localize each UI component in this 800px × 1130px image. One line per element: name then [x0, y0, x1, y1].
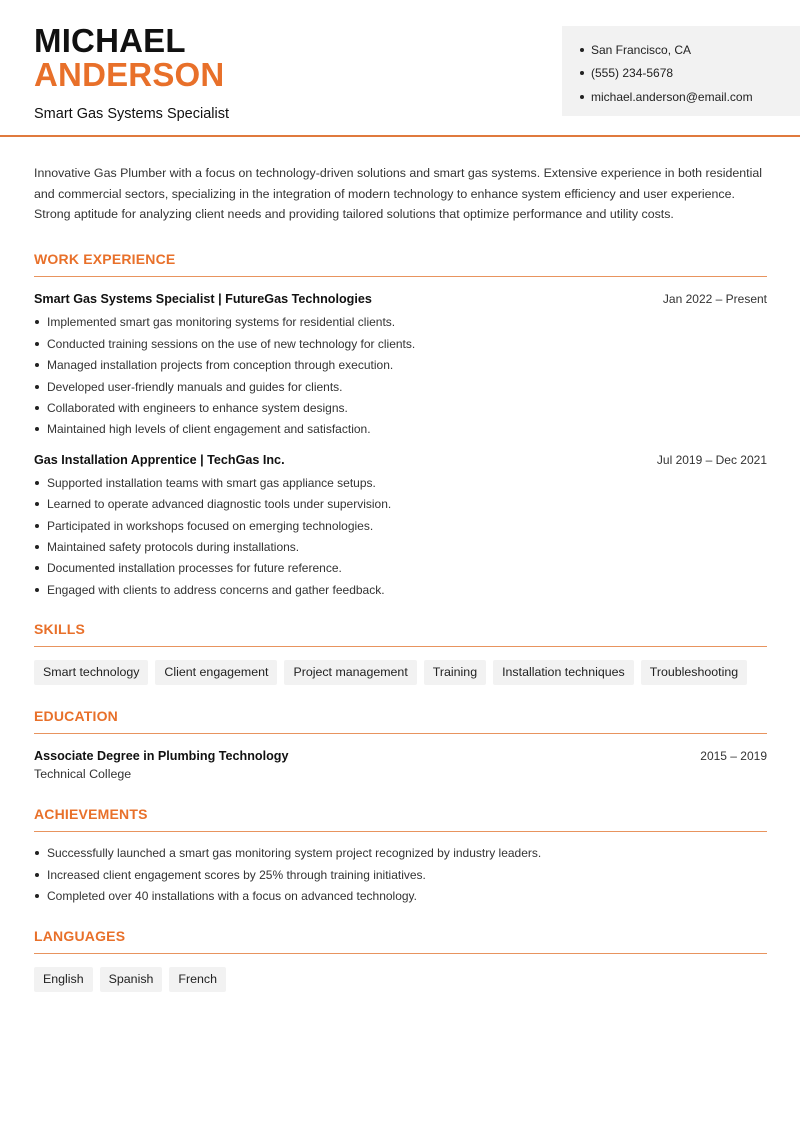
job-bullets — [34, 312, 767, 440]
education-header — [34, 749, 767, 763]
bullet-icon — [35, 342, 39, 346]
list-item — [34, 312, 767, 333]
bullet-icon — [35, 851, 39, 855]
list-item — [34, 885, 767, 906]
list-item — [34, 494, 767, 515]
bullet-text: Conducted training sessions on the use of new technology for clients. — [47, 336, 416, 351]
job-header — [34, 292, 767, 306]
list-item — [34, 842, 767, 863]
bullet-icon — [35, 588, 39, 592]
list-item — [34, 376, 767, 397]
section-title-languages: LANGUAGES — [34, 928, 767, 954]
job-entry — [34, 453, 767, 600]
bullet-text: Collaborated with engineers to enhance system designs. — [47, 401, 348, 416]
bullet-text: Managed installation projects from conception through execution. — [47, 358, 394, 373]
job-entry — [34, 292, 767, 440]
bullet-icon — [580, 48, 584, 52]
skill-tags — [34, 660, 767, 685]
list-item — [34, 864, 767, 885]
skill-tag: Client engagement — [155, 660, 277, 685]
work-experience-section — [34, 251, 767, 601]
language-tag: French — [169, 967, 226, 992]
bullet-text: Developed user-friendly manuals and guides for clients. — [47, 379, 343, 394]
skill-tag: Smart technology — [34, 660, 148, 685]
bullet-icon — [35, 566, 39, 570]
job-dates: Jan 2022 – Present — [662, 291, 767, 306]
degree-title: Associate Degree in Plumbing Technology — [34, 749, 289, 764]
bullet-icon — [35, 481, 39, 485]
bullet-icon — [35, 524, 39, 528]
contact-email — [580, 85, 800, 109]
bullet-icon — [35, 894, 39, 898]
bullet-icon — [580, 71, 584, 75]
list-item — [34, 472, 767, 493]
resume-header — [0, 0, 800, 137]
language-tag: Spanish — [100, 967, 163, 992]
bullet-text: Maintained high levels of client engagement and satisfaction. — [47, 422, 371, 437]
bullet-text: Maintained safety protocols during installations. — [47, 539, 300, 554]
bullet-text: Supported installation teams with smart gas appliance setups. — [47, 475, 376, 490]
list-item — [34, 397, 767, 418]
summary-paragraph: Innovative Gas Plumber with a focus on technology-driven solutions and smart gas systems. Extensive experience in both residential and commercial sectors, specializing in the integration of modern technology to enhance system efficiency and user experience. Strong aptitude for analyzing client needs and providing tailored solutions that optimize performance and utility costs. — [34, 166, 762, 222]
job-heading: Gas Installation Apprentice | TechGas Inc. — [34, 453, 285, 468]
bullet-icon — [35, 320, 39, 324]
name-block — [34, 24, 229, 122]
skill-tag: Troubleshooting — [641, 660, 747, 685]
skill-tag: Project management — [284, 660, 416, 685]
bullet-icon — [35, 873, 39, 877]
skills-section — [34, 621, 767, 685]
last-name: ANDERSON — [34, 56, 225, 93]
list-item — [34, 515, 767, 536]
job-heading: Smart Gas Systems Specialist | FutureGas Technologies — [34, 291, 372, 306]
list-item — [34, 333, 767, 354]
list-item — [34, 355, 767, 376]
list-item — [34, 536, 767, 557]
bullet-icon — [35, 545, 39, 549]
section-title-education: EDUCATION — [34, 708, 767, 734]
bullet-text: Successfully launched a smart gas monitoring system project recognized by industry leaders. — [47, 846, 542, 861]
first-name: MICHAEL — [34, 22, 186, 59]
bullet-icon — [35, 502, 39, 506]
list-item — [34, 558, 767, 579]
bullet-text: Learned to operate advanced diagnostic tools under supervision. — [47, 497, 392, 512]
job-title: Smart Gas Systems Specialist — [34, 106, 229, 122]
bullet-text: Documented installation processes for future reference. — [47, 561, 342, 576]
contact-phone — [580, 62, 800, 86]
education-dates: 2015 – 2019 — [700, 749, 767, 764]
achievements-section — [34, 806, 767, 906]
list-item — [34, 419, 767, 440]
education-entry — [34, 749, 767, 781]
bullet-text: Increased client engagement scores by 25% through training initiatives. — [47, 867, 426, 882]
job-dates: Jul 2019 – Dec 2021 — [656, 453, 767, 468]
bullet-icon — [35, 385, 39, 389]
bullet-icon — [35, 406, 39, 410]
skill-tag: Installation techniques — [493, 660, 634, 685]
list-item — [34, 579, 767, 600]
contact-location — [580, 38, 800, 62]
bullet-text: Completed over 40 installations with a focus on advanced technology. — [47, 888, 418, 903]
phone-text: (555) 234-5678 — [591, 66, 674, 81]
section-title-skills: SKILLS — [34, 621, 767, 647]
bullet-icon — [35, 363, 39, 367]
bullet-text: Participated in workshops focused on emerging technologies. — [47, 518, 374, 533]
bullet-icon — [35, 427, 39, 431]
location-text: San Francisco, CA — [591, 42, 692, 57]
skill-tag: Training — [424, 660, 486, 685]
email-text: michael.anderson@email.com — [591, 89, 753, 104]
bullet-text: Implemented smart gas monitoring systems for residential clients. — [47, 315, 396, 330]
resume-body — [34, 163, 767, 992]
section-title-achievements: ACHIEVEMENTS — [34, 806, 767, 832]
section-title-work: WORK EXPERIENCE — [34, 251, 767, 277]
contact-box — [562, 26, 800, 116]
achievement-bullets — [34, 842, 767, 906]
education-section — [34, 708, 767, 781]
language-tag: English — [34, 967, 93, 992]
bullet-icon — [580, 95, 584, 99]
job-bullets — [34, 472, 767, 600]
school-name: Technical College — [34, 767, 132, 782]
job-header — [34, 453, 767, 467]
language-tags — [34, 967, 767, 992]
bullet-text: Engaged with clients to address concerns and gather feedback. — [47, 582, 385, 597]
languages-section — [34, 928, 767, 992]
